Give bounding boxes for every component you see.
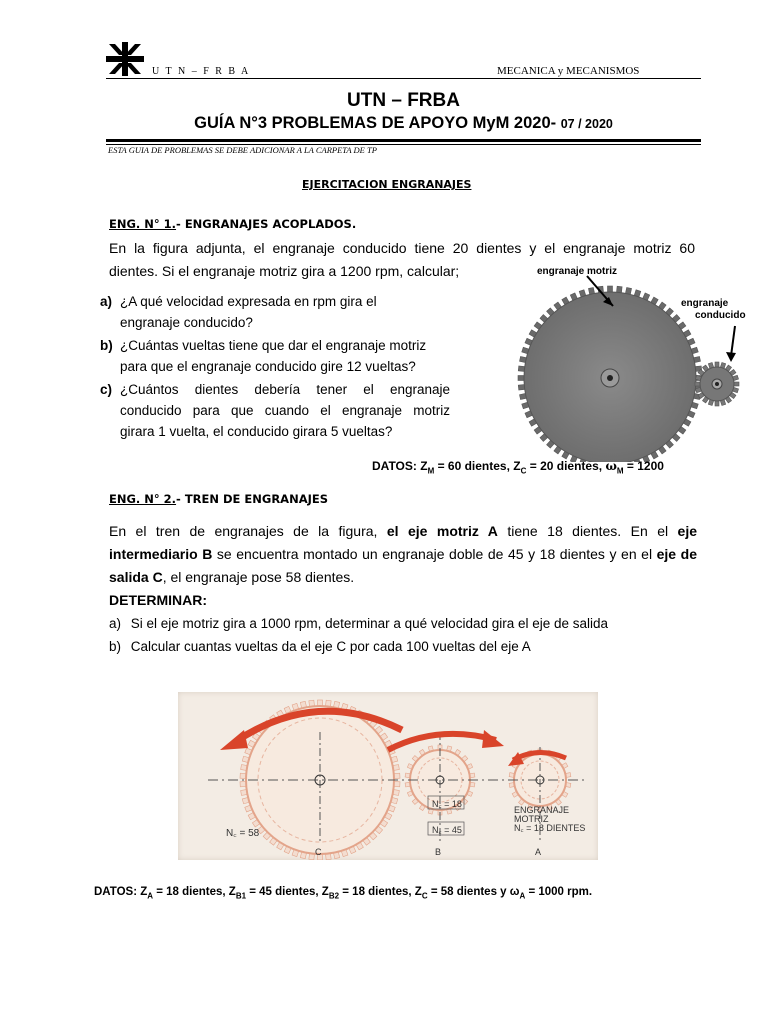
eng2-heading-num: ENG. N° 2. xyxy=(109,492,177,506)
label-motriz-3: N꜀ = 18 DIENTES xyxy=(514,823,586,833)
gear-train-figure xyxy=(178,692,598,860)
datos-sub: C xyxy=(421,891,428,901)
eng2-text: se encuentra montado un engranaje doble de 45 y 18 dientes y en el xyxy=(212,546,657,562)
datos-sub: B2 xyxy=(328,891,340,901)
eng2-intro-line2 xyxy=(109,543,697,566)
datos-text: = 1200 xyxy=(623,459,664,473)
eng1-question-line: engranaje conducido? xyxy=(120,315,253,330)
label-b: B xyxy=(435,847,442,857)
datos-text: DATOS: Z xyxy=(94,886,148,898)
eng2-datos xyxy=(94,886,592,900)
eng2-item-a xyxy=(109,613,608,634)
datos-text: = 1000 rpm. xyxy=(525,886,593,898)
label-motriz-2: MOTRIZ xyxy=(514,814,549,824)
eng1-heading-text: - ENGRANAJES ACOPLADOS. xyxy=(176,217,357,231)
datos-sub: M xyxy=(616,466,624,476)
eng1-question-line: ¿Cuántas vueltas tiene que dar el engranaje motriz xyxy=(120,338,427,353)
eng1-question-c xyxy=(100,379,450,442)
eng2-text-bold: salida C xyxy=(109,569,163,585)
conducido-label-2: conducido xyxy=(695,310,746,321)
datos-text: = 45 dientes, Z xyxy=(246,886,329,898)
label-nb2: N꜀ = 45 xyxy=(432,825,462,835)
determinar-heading: DETERMINAR: xyxy=(109,592,207,608)
datos-sub: C xyxy=(520,466,527,476)
eng1-intro-line2: dientes. Si el engranaje motriz gira a 1200 rpm, calcular; xyxy=(109,263,460,279)
eng1-heading-num: ENG. N° 1. xyxy=(109,217,177,231)
label-c: C xyxy=(315,847,322,857)
guide-date: 07 / 2020 xyxy=(560,117,613,131)
header-right: MECANICA y MECANISMOS xyxy=(497,65,640,77)
eng1-question-line: conducido para que cuando el engranaje motriz xyxy=(120,403,450,418)
eng1-question-b xyxy=(100,335,450,377)
section-title: EJERCITACION ENGRANAJES xyxy=(302,178,472,191)
datos-text: = 60 dientes, Z xyxy=(434,459,521,473)
datos-sub: B1 xyxy=(235,891,247,901)
datos-text: = 20 dientes, xyxy=(526,459,606,473)
eng2-intro-line3 xyxy=(109,566,697,589)
conducido-label-1: engranaje xyxy=(681,298,729,309)
eng1-intro-line1: En la figura adjunta, el engranaje conducido tiene 20 dientes y el engranaje motriz 60 xyxy=(109,240,695,256)
eng1-datos xyxy=(372,459,664,475)
eng2-text-bold: eje xyxy=(677,523,697,539)
utn-logo xyxy=(106,42,144,76)
eng2-intro xyxy=(109,520,697,589)
eng2-heading xyxy=(109,492,328,506)
eng1-question-key: b) xyxy=(100,338,113,353)
eng2-text: En el tren de engranajes de la figura, xyxy=(109,523,387,539)
eng2-text: , el engranaje pose 58 dientes. xyxy=(162,569,355,585)
header-left: U T N – F R B A xyxy=(152,66,251,77)
label-motriz xyxy=(514,806,585,833)
label-motriz-1: ENGRANAJE xyxy=(514,805,570,815)
eng1-question-line: para que el engranaje conducido gire 12 vueltas? xyxy=(120,359,416,374)
eng1-question-key: c) xyxy=(100,382,113,397)
datos-sub: A xyxy=(519,891,526,901)
guide-title-text: GUÍA N°3 PROBLEMAS DE APOYO MyM 2020- xyxy=(194,114,557,132)
datos-text: = 58 dientes y ω xyxy=(427,886,520,898)
eng2-item-b xyxy=(109,636,531,657)
eng2-text-bold: intermediario B xyxy=(109,546,213,562)
eng1-question-a xyxy=(100,291,450,333)
guide-title xyxy=(106,114,701,133)
eng1-question-key: a) xyxy=(100,294,113,309)
label-nb1: N꜀ = 18 xyxy=(432,799,462,809)
guide-note: ESTA GUIA DE PROBLEMAS SE DEBE ADICIONAR A LA CARPETA DE TP xyxy=(108,145,377,155)
omega-symbol: ω xyxy=(605,459,617,473)
eng1-question-line: ¿Cuántos dientes debería tener el engranaje xyxy=(120,382,450,397)
eng1-gear-figure xyxy=(505,262,760,462)
eng2-text-bold: eje de xyxy=(656,546,697,562)
datos-text: = 18 dientes, Z xyxy=(153,886,236,898)
eng1-heading xyxy=(109,217,356,231)
eng2-text: tiene 18 dientes. En el xyxy=(497,523,678,539)
eng1-question-line: girara 1 vuelta, el conducido girara 5 vueltas? xyxy=(120,424,393,439)
datos-text: = 18 dientes, Z xyxy=(339,886,422,898)
header-rule xyxy=(106,78,701,79)
title-rule-thick xyxy=(106,139,701,142)
eng2-text-bold: el eje motriz A xyxy=(386,523,498,539)
eng2-item-text: Si el eje motriz gira a 1000 rpm, determinar a qué velocidad gira el eje de salida xyxy=(130,616,609,631)
eng2-item-text: Calcular cuantas vueltas da el eje C por cada 100 vueltas del eje A xyxy=(130,639,531,654)
eng2-item-key: a) xyxy=(109,616,122,631)
conducido-label xyxy=(681,298,746,322)
eng2-intro-line1 xyxy=(109,520,697,543)
eng2-heading-text: - TREN DE ENGRANAJES xyxy=(176,492,329,506)
label-a: A xyxy=(535,847,542,857)
label-nc: N꜀ = 58 xyxy=(226,828,260,839)
page-title: UTN – FRBA xyxy=(347,90,460,111)
datos-sub: M xyxy=(427,466,435,476)
eng1-question-line: ¿A qué velocidad expresada en rpm gira el xyxy=(120,294,377,309)
motriz-label: engranaje motriz xyxy=(537,266,618,277)
datos-text: DATOS: Z xyxy=(372,459,428,473)
datos-sub: A xyxy=(147,891,154,901)
eng2-item-key: b) xyxy=(109,639,122,654)
